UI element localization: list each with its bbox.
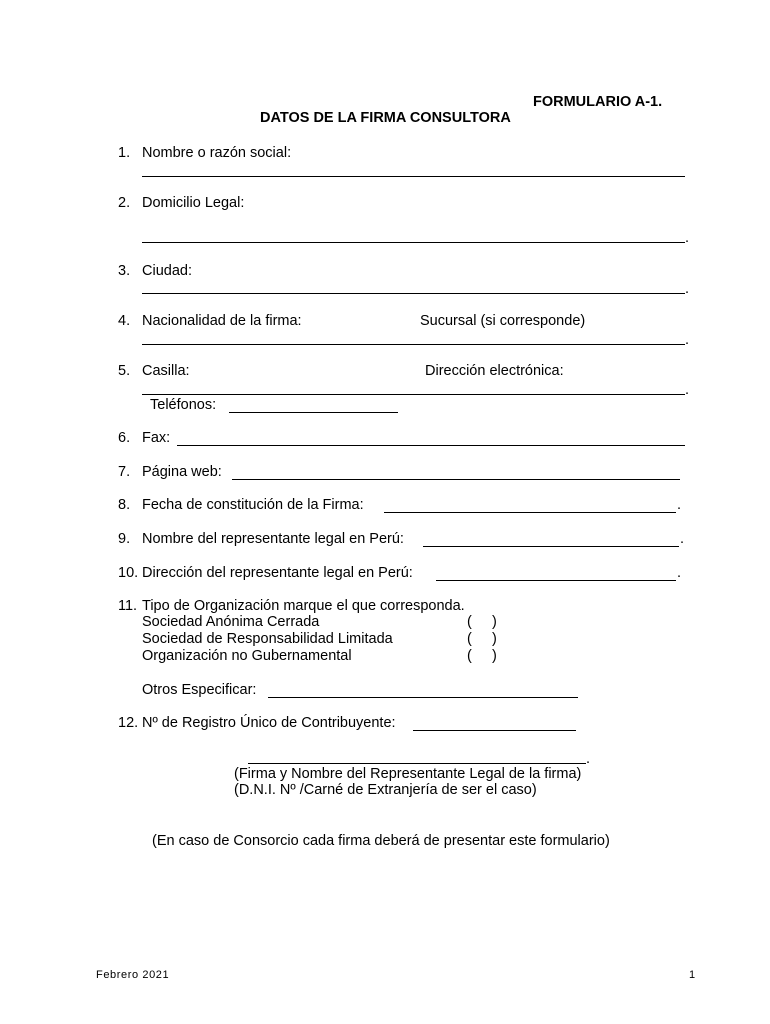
period: . <box>677 497 682 513</box>
signature-caption: (Firma y Nombre del Representante Legal de la firma) <box>234 766 582 782</box>
form-title: DATOS DE LA FIRMA CONSULTORA <box>260 110 511 126</box>
legal-rep-name-label: Nombre del representante legal en Perú: <box>142 531 404 547</box>
founding-date-field[interactable] <box>384 512 676 513</box>
ruc-label: Nº de Registro Único de Contribuyente: <box>142 715 396 731</box>
nationality-label: Nacionalidad de la firma: <box>142 313 302 329</box>
founding-date-label: Fecha de constitución de la Firma: <box>142 497 364 513</box>
period: . <box>685 332 690 348</box>
item-number: 5. <box>118 363 131 379</box>
page-number: 1 <box>689 969 696 981</box>
org-option-label: Organización no Gubernamental <box>142 648 352 664</box>
po-box-label: Casilla: <box>142 363 190 379</box>
website-field[interactable] <box>232 479 680 480</box>
item-number: 11. <box>118 598 138 614</box>
phones-label: Teléfonos: <box>150 397 217 413</box>
org-option-checkbox[interactable]: ( ) <box>467 614 497 630</box>
email-label: Dirección electrónica: <box>425 363 564 379</box>
period: . <box>680 531 685 547</box>
signature-line[interactable] <box>248 763 586 764</box>
org-option-label: Sociedad Anónima Cerrada <box>142 614 320 630</box>
form-code: FORMULARIO A-1. <box>533 94 663 110</box>
item-number: 9. <box>118 531 131 547</box>
period: . <box>685 230 690 246</box>
item-number: 6. <box>118 430 131 446</box>
legal-rep-name-field[interactable] <box>423 546 679 547</box>
branch-label: Sucursal (si corresponde) <box>420 313 586 329</box>
po-box-field[interactable] <box>142 394 685 395</box>
footer-date: Febrero 2021 <box>96 969 170 981</box>
org-option-label: Sociedad de Responsabilidad Limitada <box>142 631 393 647</box>
company-name-field[interactable] <box>142 176 685 177</box>
period: . <box>586 751 591 767</box>
city-field[interactable] <box>142 293 685 294</box>
org-option-checkbox[interactable]: ( ) <box>467 631 497 647</box>
company-name-label: Nombre o razón social: <box>142 145 292 161</box>
period: . <box>677 565 682 581</box>
legal-address-field[interactable] <box>142 242 685 243</box>
item-number: 2. <box>118 195 131 211</box>
item-number: 7. <box>118 464 131 480</box>
legal-rep-address-field[interactable] <box>436 580 676 581</box>
id-caption: (D.N.I. Nº /Carné de Extranjería de ser el caso) <box>234 782 537 798</box>
item-number: 1. <box>118 145 131 161</box>
period: . <box>685 281 690 297</box>
item-number: 3. <box>118 263 131 279</box>
period: . <box>685 382 690 398</box>
legal-rep-address-label: Dirección del representante legal en Perú: <box>142 565 413 581</box>
org-type-label: Tipo de Organización marque el que corresponda. <box>142 598 465 614</box>
item-number: 4. <box>118 313 131 329</box>
other-specify-label: Otros Especificar: <box>142 682 257 698</box>
other-specify-field[interactable] <box>268 697 578 698</box>
fax-field[interactable] <box>177 445 685 446</box>
item-number: 10. <box>118 565 139 581</box>
phones-field[interactable] <box>229 412 398 413</box>
consortium-note: (En caso de Consorcio cada firma deberá de presentar este formulario) <box>152 833 610 849</box>
nationality-field[interactable] <box>142 344 685 345</box>
website-label: Página web: <box>142 464 222 480</box>
item-number: 8. <box>118 497 131 513</box>
city-label: Ciudad: <box>142 263 192 279</box>
fax-label: Fax: <box>142 430 171 446</box>
org-option-checkbox[interactable]: ( ) <box>467 648 497 664</box>
legal-address-label: Domicilio Legal: <box>142 195 245 211</box>
ruc-field[interactable] <box>413 730 576 731</box>
item-number: 12. <box>118 715 139 731</box>
